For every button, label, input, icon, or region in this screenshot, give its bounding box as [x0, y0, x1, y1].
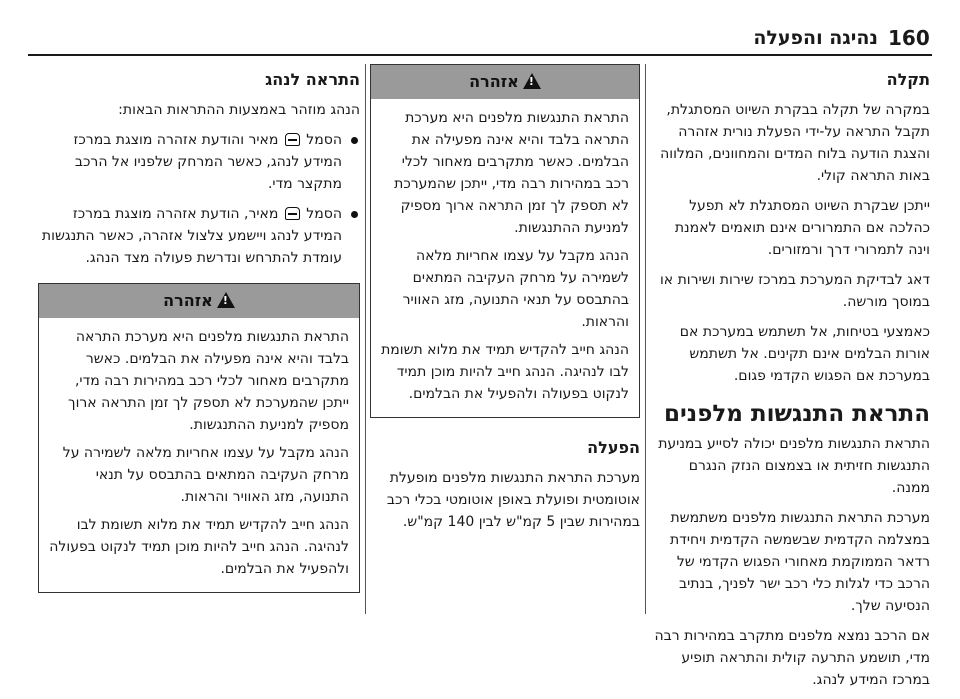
warning-paragraph: הנהג חייב להקדיש תמיד את מלוא תשומת לבו לנהיגה. הנהג חייב להיות מוכן תמיד לנקוט בפעולה ולהפעיל את הבלמים.	[49, 517, 349, 577]
list-item: הסמל מאיר והודעת אזהרה מוצגת במרכז המידע לנהג, כאשר המרחק שלפניו אל הרכב מתקצר מדי.	[38, 129, 360, 195]
page-header	[0, 0, 960, 56]
fcw-heading: התראת התנגשות מלפנים	[664, 401, 930, 427]
driver-warning-heading: התראה לנהג	[265, 70, 360, 89]
fault-paragraph: דאג לבדיקת המערכת במרכז שירות ושירות או במוסך מורשה.	[659, 272, 930, 310]
warning-title: אזהרה	[469, 72, 519, 91]
fcw-paragraph: אם הרכב נמצא מלפנים מתקרב במהירות רבה מדי, תושמע התרעה קולית והתראה תופיע במרכז המידע לנהג.	[654, 628, 930, 688]
warning-paragraph: התראת התנגשות מלפנים היא מערכת התראה בלבד והיא אינה מפעילה את הבלמים. כאשר מתקרבים מאחור לכלי רכב במהירות רבה מדי, ייתכן שהמערכת לא תספק לך זמן התראה ארוך מספיק למניעת ההתנגשות.	[68, 329, 349, 433]
fcw-paragraph: התראת התנגשות מלפנים יכולה לסייע במניעת התנגשות חזיתית או בצמצום הנזק הנגרם ממנה.	[658, 436, 930, 496]
warning-title: אזהרה	[163, 291, 213, 310]
warning-box	[38, 283, 360, 593]
warning-triangle-icon	[217, 292, 235, 308]
activation-paragraph: מערכת התראת התנגשות מלפנים מופעלת אוטומטית ופועלת באופן אוטומטי בכלי רכב במהירות שבין 5 קמ"ש לבין 140 קמ"ש.	[386, 470, 640, 530]
vehicle-ahead-icon	[285, 133, 300, 146]
fault-heading: תקלה	[886, 70, 930, 89]
page-number: 160	[888, 26, 930, 50]
right-column	[650, 64, 930, 699]
warning-triangle-icon	[523, 73, 541, 89]
section-title: נהיגה והפעלה	[753, 27, 878, 49]
warning-paragraph: הנהג חייב להקדיש תמיד את מלוא תשומת לבו לנהיגה. הנהג חייב להיות מוכן תמיד לנקוט בפעולה ולהפעיל את הבלמים.	[381, 342, 629, 402]
header-divider	[28, 54, 932, 56]
activation-heading: הפעלה	[587, 438, 640, 457]
warning-paragraph: הנהג מקבל על עצמו אחריות מלאה לשמירה על מרחק העקיבה המתאים בהתבסס על תנאי התנועה, מזג האוויר והראות.	[402, 248, 629, 330]
warning-header	[371, 65, 639, 99]
warning-body	[39, 318, 359, 592]
warning-header	[39, 284, 359, 318]
warning-box	[370, 64, 640, 418]
fcw-paragraph: מערכת התראת התנגשות מלפנים משתמשת במצלמה הקדמית שבשמשה הקדמית ויחידת רדאר הממוקמת מאחורי הפגוש הקדמי של הרכב כדי לגלות כלי רכב ישר לפניך, בנתיב הנסיעה שלך.	[669, 510, 930, 614]
left-column	[38, 64, 360, 607]
fault-paragraph: ייתכן שבקרת השיוט המסתגלת לא תפעל כהלכה אם התמרורים אינם תואמים לאמנת וינה לתמרורי דרך ורמזורים.	[674, 198, 930, 258]
fault-paragraph: כאמצעי בטיחות, אל תשתמש במערכת אם אורות הבלמים אינם תקינים. אל תשתמש במערכת אם הפגוש הקדמי פגום.	[679, 324, 930, 384]
middle-column	[370, 64, 640, 541]
column-divider	[365, 64, 366, 614]
warning-body	[371, 99, 639, 417]
vehicle-ahead-icon	[285, 207, 300, 220]
fault-paragraph: במקרה של תקלה בבקרת השיוט המסתגלת, תקבל התראה על-ידי הפעלת נורית אזהרה והצגת הודעה בלוח המדים והמחוונים, המלווה באות התראה קולי.	[660, 102, 930, 184]
driver-warning-intro: הנהג מוזהר באמצעות ההתראות הבאות:	[118, 102, 360, 118]
warning-paragraph: התראת התנגשות מלפנים היא מערכת התראה בלבד והיא אינה מפעילה את הבלמים. כאשר מתקרבים מאחור לכלי רכב במהירות רבה מדי, ייתכן שהמערכת לא תספק לך זמן התראה ארוך מספיק למניעת ההתנגשות.	[394, 110, 629, 236]
column-divider	[645, 64, 646, 614]
list-item: הסמל מאיר, הודעת אזהרה מוצגת במרכז המידע לנהג ויישמע צלצול אזהרה, כאשר התנגשות עומדת להתרחש ונדרשת פעולה מצד הנהג.	[38, 203, 360, 269]
warning-paragraph: הנהג מקבל על עצמו אחריות מלאה לשמירה על מרחק העקיבה המתאים בהתבסס על תנאי התנועה, מזג האוויר והראות.	[62, 445, 349, 505]
